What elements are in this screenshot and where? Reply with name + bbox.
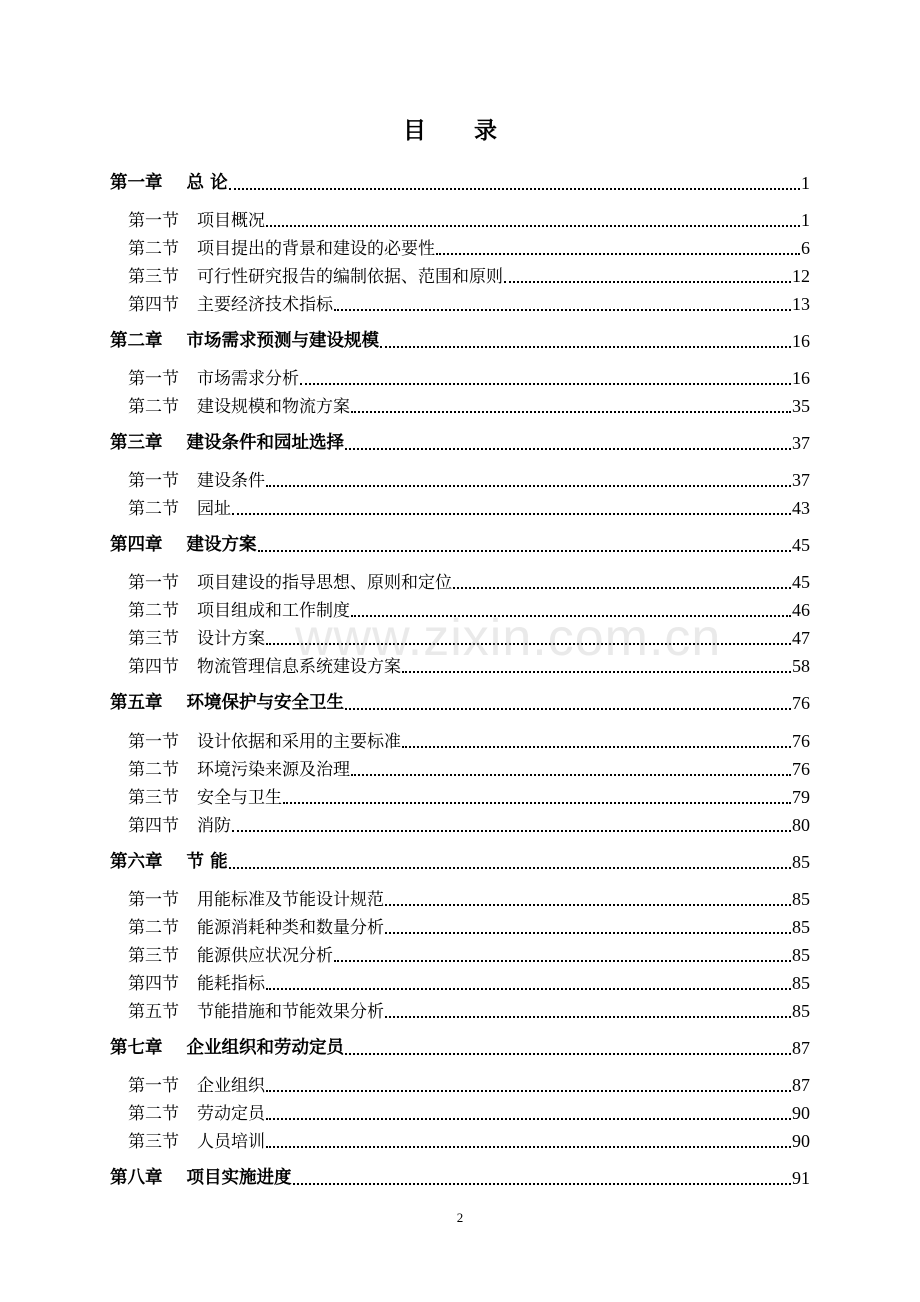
chapter-title: 环境保护与安全卫生 (186, 693, 344, 713)
toc-section-entry[interactable] (110, 463, 810, 491)
toc-section-entry[interactable] (110, 1096, 810, 1124)
toc-chapter-entry[interactable] (110, 845, 810, 873)
section-page-number: 85 (792, 917, 810, 937)
chapter-number: 第六章 (110, 852, 163, 872)
section-number: 第一节 (128, 211, 179, 231)
toc-section-entry[interactable] (110, 910, 810, 938)
dot-leader (436, 253, 800, 255)
chapter-title: 建设方案 (186, 535, 257, 555)
section-page-number: 16 (792, 368, 810, 388)
dot-leader (453, 587, 791, 589)
section-page-number: 76 (792, 731, 810, 751)
toc-section-entry[interactable] (110, 203, 810, 231)
toc-section-entry[interactable] (110, 491, 810, 519)
section-number: 第一节 (128, 369, 179, 389)
toc-section-entry[interactable] (110, 994, 810, 1022)
watermark: www.zixin.com.cn (295, 609, 722, 667)
section-title: 能源消耗种类和数量分析 (197, 918, 384, 938)
section-page-number: 6 (801, 238, 810, 258)
section-number: 第四节 (128, 974, 179, 994)
section-number: 第三节 (128, 946, 179, 966)
section-page-number: 79 (792, 787, 810, 807)
chapter-number: 第七章 (110, 1038, 163, 1058)
section-title: 项目建设的指导思想、原则和定位 (197, 573, 452, 593)
dot-leader (293, 1183, 792, 1185)
section-page-number: 76 (792, 759, 810, 779)
section-title: 设计依据和采用的主要标准 (197, 732, 401, 752)
chapter-number: 第五章 (110, 693, 163, 713)
section-page-number: 35 (792, 396, 810, 416)
chapter-title: 建设条件和园址选择 (186, 433, 344, 453)
dot-leader (385, 932, 791, 934)
section-page-number: 43 (792, 498, 810, 518)
dot-leader (345, 1053, 791, 1055)
section-page-number: 47 (792, 628, 810, 648)
dot-leader (334, 960, 791, 962)
section-page-number: 90 (792, 1131, 810, 1151)
dot-leader (385, 1016, 791, 1018)
chapter-number: 第二章 (110, 331, 163, 351)
section-title: 消防 (197, 816, 231, 836)
section-page-number: 12 (792, 266, 810, 286)
toc-section-entry[interactable] (110, 565, 810, 593)
section-number: 第四节 (128, 816, 179, 836)
section-title: 建设条件 (197, 471, 265, 491)
toc-chapter-entry[interactable] (110, 686, 810, 714)
toc-section-entry[interactable] (110, 287, 810, 315)
section-title: 项目组成和工作制度 (197, 601, 350, 621)
toc-section-entry[interactable] (110, 780, 810, 808)
section-number: 第五节 (128, 1002, 179, 1022)
dot-leader (266, 1146, 791, 1148)
dot-leader (504, 281, 791, 283)
section-page-number: 1 (801, 210, 810, 230)
toc-section-entry[interactable] (110, 882, 810, 910)
section-number: 第一节 (128, 1076, 179, 1096)
section-number: 第二节 (128, 601, 179, 621)
section-number: 第四节 (128, 295, 179, 315)
dot-leader (266, 485, 791, 487)
toc-chapter-entry[interactable] (110, 324, 810, 352)
toc-section-entry[interactable] (110, 724, 810, 752)
section-number: 第一节 (128, 732, 179, 752)
toc-section-entry[interactable] (110, 361, 810, 389)
section-number: 第二节 (128, 1104, 179, 1124)
chapter-title: 企业组织和劳动定员 (186, 1038, 344, 1058)
toc-chapter-entry[interactable] (110, 1031, 810, 1059)
section-title: 企业组织 (197, 1076, 265, 1096)
section-page-number: 87 (792, 1075, 810, 1095)
section-page-number: 37 (792, 470, 810, 490)
dot-leader (402, 746, 791, 748)
dot-leader (258, 550, 792, 552)
section-title: 设计方案 (197, 629, 265, 649)
section-title: 安全与卫生 (197, 788, 282, 808)
section-title: 市场需求分析 (197, 369, 299, 389)
dot-leader (229, 188, 800, 190)
toc-section-entry[interactable] (110, 752, 810, 780)
section-page-number: 46 (792, 600, 810, 620)
toc-chapter-entry[interactable] (110, 166, 810, 194)
section-title: 用能标准及节能设计规范 (197, 890, 384, 910)
section-number: 第三节 (128, 267, 179, 287)
toc-section-entry[interactable] (110, 389, 810, 417)
toc-section-entry[interactable] (110, 1068, 810, 1096)
dot-leader (402, 671, 791, 673)
chapter-number: 第四章 (110, 535, 163, 555)
section-number: 第一节 (128, 471, 179, 491)
section-title: 人员培训 (197, 1132, 265, 1152)
section-page-number: 80 (792, 815, 810, 835)
dot-leader (232, 513, 791, 515)
dot-leader (300, 383, 791, 385)
section-page-number: 58 (792, 656, 810, 676)
section-number: 第二节 (128, 760, 179, 780)
chapter-number: 第八章 (110, 1168, 163, 1188)
section-title: 主要经济技术指标 (197, 295, 333, 315)
chapter-number: 第三章 (110, 433, 163, 453)
toc-section-entry[interactable] (110, 1124, 810, 1152)
page-title: 目 录 (402, 117, 517, 144)
chapter-page-number: 87 (792, 1038, 810, 1058)
section-title: 劳动定员 (197, 1104, 265, 1124)
dot-leader (232, 830, 791, 832)
dot-leader (385, 904, 791, 906)
dot-leader (283, 802, 791, 804)
section-title: 能耗指标 (197, 974, 265, 994)
section-page-number: 90 (792, 1103, 810, 1123)
section-number: 第二节 (128, 918, 179, 938)
chapter-title: 总 论 (186, 173, 228, 193)
chapter-page-number: 45 (792, 535, 810, 555)
section-number: 第三节 (128, 788, 179, 808)
dot-leader (266, 1090, 791, 1092)
toc-section-entry[interactable] (110, 966, 810, 994)
toc-section-entry[interactable] (110, 259, 810, 287)
section-number: 第三节 (128, 1132, 179, 1152)
chapter-number: 第一章 (110, 173, 163, 193)
chapter-page-number: 76 (792, 693, 810, 713)
dot-leader (334, 309, 791, 311)
section-title: 建设规模和物流方案 (197, 397, 350, 417)
dot-leader (351, 411, 791, 413)
toc-section-entry[interactable] (110, 938, 810, 966)
section-title: 节能措施和节能效果分析 (197, 1002, 384, 1022)
dot-leader (345, 448, 791, 450)
chapter-page-number: 1 (801, 173, 810, 193)
section-title: 园址 (197, 499, 231, 519)
section-title: 项目概况 (197, 211, 265, 231)
dot-leader (266, 1118, 791, 1120)
section-number: 第一节 (128, 573, 179, 593)
section-title: 可行性研究报告的编制依据、范围和原则 (197, 267, 503, 287)
section-page-number: 85 (792, 945, 810, 965)
toc-section-entry[interactable] (110, 808, 810, 836)
section-title: 项目提出的背景和建设的必要性 (197, 239, 435, 259)
section-number: 第一节 (128, 890, 179, 910)
section-page-number: 85 (792, 973, 810, 993)
section-page-number: 85 (792, 1001, 810, 1021)
section-number: 第二节 (128, 499, 179, 519)
section-page-number: 45 (792, 572, 810, 592)
dot-leader (351, 774, 791, 776)
section-number: 第二节 (128, 397, 179, 417)
chapter-page-number: 16 (792, 331, 810, 351)
dot-leader (266, 988, 791, 990)
chapter-page-number: 85 (792, 852, 810, 872)
toc-chapter-entry[interactable] (110, 426, 810, 454)
section-number: 第三节 (128, 629, 179, 649)
chapter-page-number: 91 (792, 1168, 810, 1188)
section-title: 能源供应状况分析 (197, 946, 333, 966)
dot-leader (345, 708, 791, 710)
chapter-title: 市场需求预测与建设规模 (186, 331, 379, 351)
section-number: 第二节 (128, 239, 179, 259)
section-number: 第四节 (128, 657, 179, 677)
section-title: 环境污染来源及治理 (197, 760, 350, 780)
toc-section-entry[interactable] (110, 231, 810, 259)
footer-page-number: 2 (456, 1210, 464, 1225)
chapter-title: 项目实施进度 (186, 1168, 292, 1188)
chapter-title: 节 能 (186, 852, 228, 872)
dot-leader (380, 346, 791, 348)
section-title: 物流管理信息系统建设方案 (197, 657, 401, 677)
dot-leader (266, 225, 800, 227)
section-page-number: 13 (792, 294, 810, 314)
toc-chapter-entry[interactable] (110, 1161, 810, 1189)
chapter-page-number: 37 (792, 433, 810, 453)
dot-leader (229, 867, 791, 869)
section-page-number: 85 (792, 889, 810, 909)
toc-chapter-entry[interactable] (110, 528, 810, 556)
